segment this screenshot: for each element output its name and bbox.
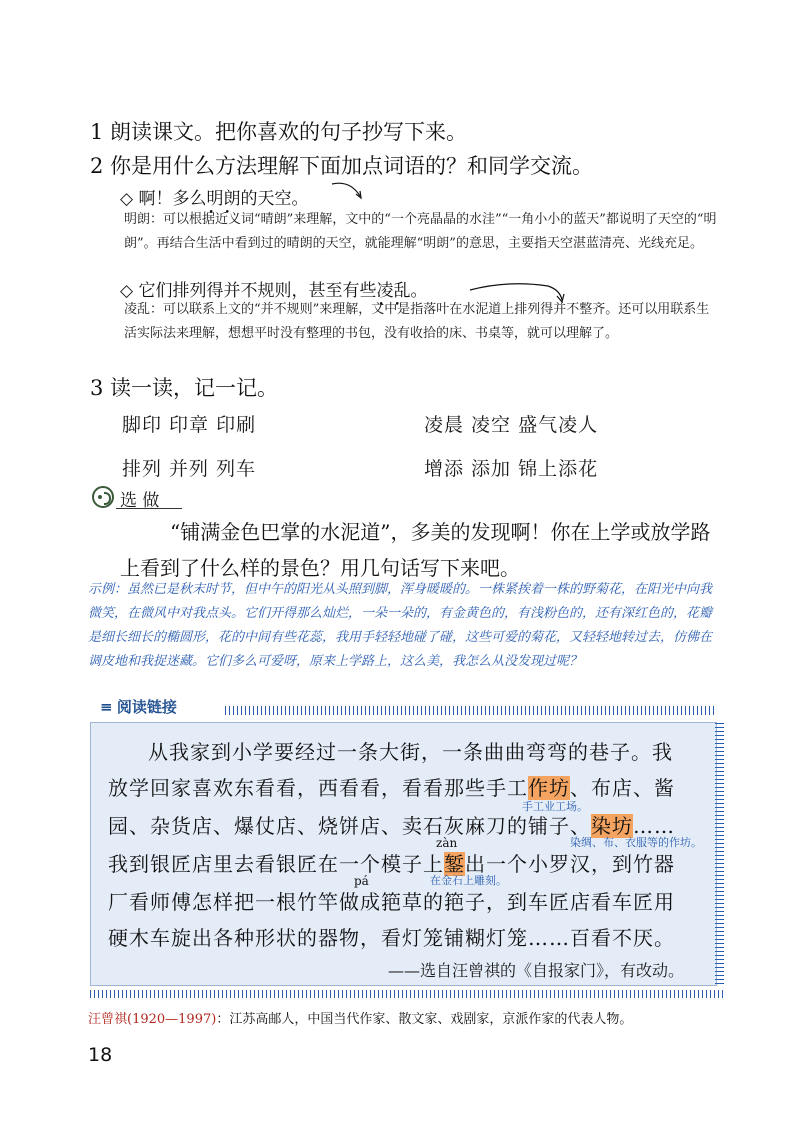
question-2: 2 你是用什么方法理解下面加点词语的？和同学交流。 [90,154,594,178]
optional-task-prompt: “铺满金色巴掌的水泥道”，多美的发现啊！你在上学或放学路上看到了什么样的景色？用几句话写下来吧。 [120,520,711,580]
optional-task-underline [116,508,182,509]
note-zan: 在金石上雕刻。 [430,874,507,887]
highlight-zan: 錾 [444,852,465,876]
page-number: 18 [88,1044,113,1066]
word-group-row-1-left: 脚印 印章 印刷 [122,414,257,436]
reading-source: ——选自汪曾祺的《自报家门》，有改动。 [388,961,685,980]
diamond-bullet-icon: ◇ [120,189,134,209]
question-3: 3 读一读，记一记。 [90,376,279,400]
author-name: 汪曾祺(1920—1997) [88,1012,217,1027]
reading-text: …… [633,814,675,838]
reading-line-1: 从我家到小学要经过一条大街，一条曲曲弯弯的巷子。我 [148,740,673,764]
dotted-word-lingluan: 凌乱 • • [376,281,410,301]
box-bottom-stripe [90,990,724,998]
optional-task-icon [92,486,114,508]
dotted-word-minglang: 明朗 • • [206,189,240,209]
pointer-arrow-icon [330,178,366,202]
diamond-bullet-icon: ◇ [120,281,134,301]
reading-line-4 [108,848,675,877]
reading-link-title: 阅读链接 [116,698,177,716]
reading-line-5: 厂看师傅怎样把一根竹竿做成筢草的筢子，到车匠店看车匠用 [108,890,675,914]
note-zuofang: 手工业工场。 [522,800,588,813]
note-ranfang: 染绸、布、衣服等的作坊。 [570,836,702,849]
question-1: 1 朗读课文。把你喜欢的句子抄写下来。 [90,120,468,144]
sentence-before: 啊！多么 [138,189,207,209]
pinyin-pa: pá [354,874,369,888]
header-bars-icon: ≡ [100,698,112,716]
reading-text: 园、杂货店、爆仗店、烧饼店、卖石灰麻刀的铺子、 [108,814,591,838]
header-stripe [225,706,715,715]
word-group-row-2-right: 增添 添加 锦上添花 [424,458,599,480]
sentence-after: 的天空。 [240,189,309,209]
reading-text: 出一个小罗汉，到竹器 [465,852,675,876]
author-footnote [88,1008,632,1027]
reading-line-2 [108,772,675,801]
reading-text: 、布店、酱 [570,776,675,800]
word-group-row-2-left: 排列 并列 列车 [122,458,257,480]
example-answer: 示例：虽然已是秋末时节，但中午的阳光从头照到脚，浑身暖暖的。一株紧挨着一株的野菊花，在阳光中向我微笑，在微风中对我点头。它们开得那么灿烂，一朵一朵的，有金黄色的，有浅粉色的，还有深红色的，花瓣是细长细长的椭圆形，花的中间有些花蕊，我用手轻轻地碰了碰，这些可爱的菊花，又轻轻地转过去，仿佛在调皮地和我捉迷藏。它们多么可爱呀，原来上学路上，这么美，我怎么从没发现过呢？ [88,582,713,669]
box-right-stripe [715,722,724,984]
highlight-zuofang: 作坊 [528,776,570,800]
author-bio: ：江苏高邮人，中国当代作家、散文家、戏剧家，京派作家的代表人物。 [216,1012,633,1027]
q2-item-1-sentence [120,184,308,209]
highlight-ranfang: 染坊 [591,814,633,838]
sentence-before: 它们排列得并不规则，甚至有些 [138,281,377,301]
reading-line-6: 硬木车旋出各种形状的器物，看灯笼铺糊灯笼……百看不厌。 [108,926,675,950]
reading-text: 放学回家喜欢东看看，西看看，看看那些手工 [108,776,528,800]
q2-item-2-explanation: 凌乱：可以联系上文的“并不规则”来理解，文中是指落叶在水泥道上排列得并不整齐。还可以用联系生活实际法来理解，想想平时没有整理的书包，没有收拾的床、书桌等，就可以理解了。 [124,302,710,341]
q2-item-1-explanation: 明朗：可以根据近义词“晴朗”来理解，文中的“一个亮晶晶的水洼”“一角小小的蓝天”都说明了天空的“明朗”。再结合生活中看到过的晴朗的天空，就能理解“明朗”的意思，主要指天空湛蓝清亮、光线充足。 [124,212,717,251]
word-group-row-1-right: 凌晨 凌空 盛气凌人 [424,414,599,436]
sentence-after: 。 [410,281,428,301]
pinyin-zan: zàn [436,836,458,850]
optional-task-label: 选 做 [120,491,160,511]
reading-text: 我到银匠店里去看银匠在一个模子上 [108,852,444,876]
reading-link-header [100,696,177,717]
